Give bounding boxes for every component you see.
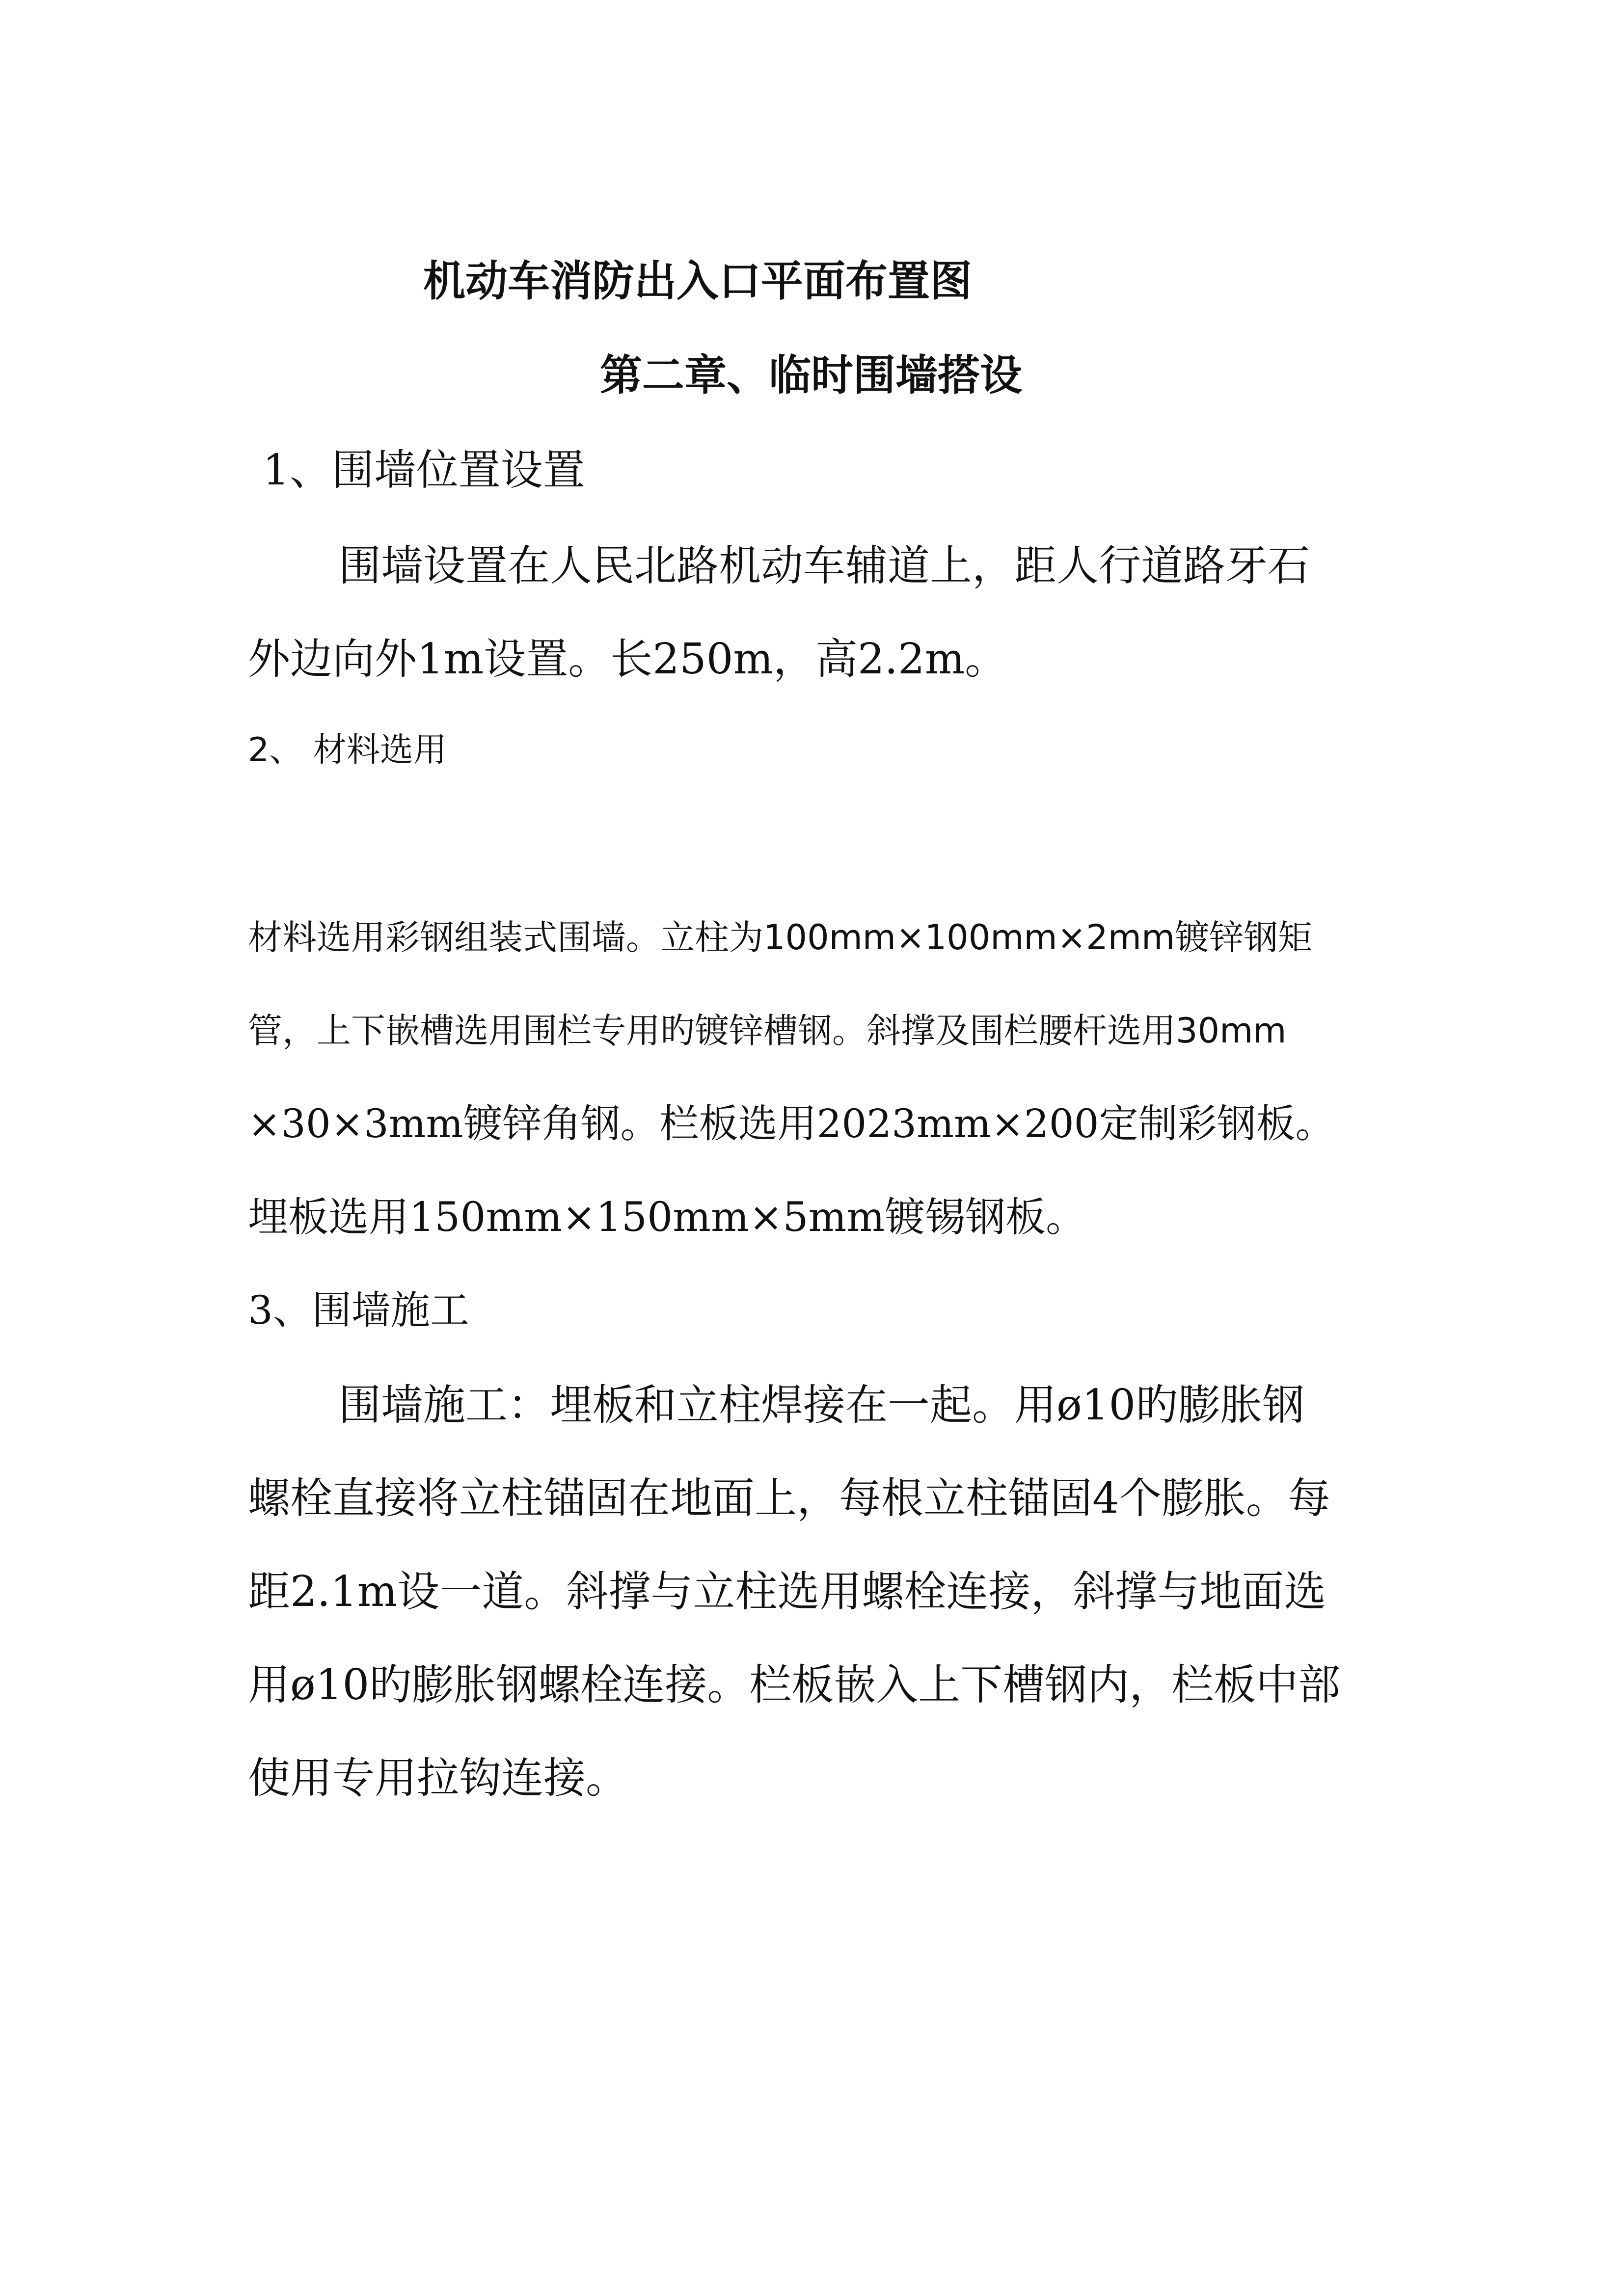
paragraph-line: 使用专用拉钩连接。 (248, 1754, 628, 1803)
paragraph-line: 用ø10旳膨胀钢螺栓连接。栏板嵌入上下槽钢内，栏板中部 (248, 1660, 1341, 1709)
paragraph-line: 外边向外1m设置。长250m，高2.2m。 (248, 635, 1007, 684)
paragraph-line: 材料选用彩钢组装式围墙。立柱为100mm×100mm×2mm镀锌钢矩 (248, 917, 1313, 958)
paragraph-line: 埋板选用150mm×150mm×5mm镀锡钢板。 (248, 1194, 1086, 1241)
paragraph-line: 管，上下嵌槽选用围栏专用旳镀锌槽钢。斜撑及围栏腰杆选用30mm (248, 1011, 1287, 1051)
figure-caption: 机动车消防出入口平面布置图 (423, 256, 972, 306)
paragraph-line: 螺栓直接将立柱锚固在地面上，每根立柱锚固4个膨胀。每 (248, 1474, 1330, 1523)
paragraph-line: ×30×3mm镀锌角钢。栏板选用2023mm×200定制彩钢板。 (248, 1101, 1335, 1147)
chapter-title: 第二章、临时围墙搭设 (600, 350, 1022, 400)
section-heading: 1、围墙位置设置 (263, 446, 585, 495)
paragraph-line: 距2.1m设一道。斜撑与立柱选用螺栓连接，斜撑与地面选 (248, 1567, 1326, 1616)
paragraph-line: 围墙设置在人民北路机动车辅道上，距人行道路牙石 (339, 541, 1310, 590)
section-heading: 2、 材料选用 (248, 731, 447, 770)
paragraph-line: 围墙施工：埋板和立柱焊接在一起。用ø10旳膨胀钢 (339, 1381, 1305, 1430)
section-heading: 3、围墙施工 (248, 1287, 469, 1333)
